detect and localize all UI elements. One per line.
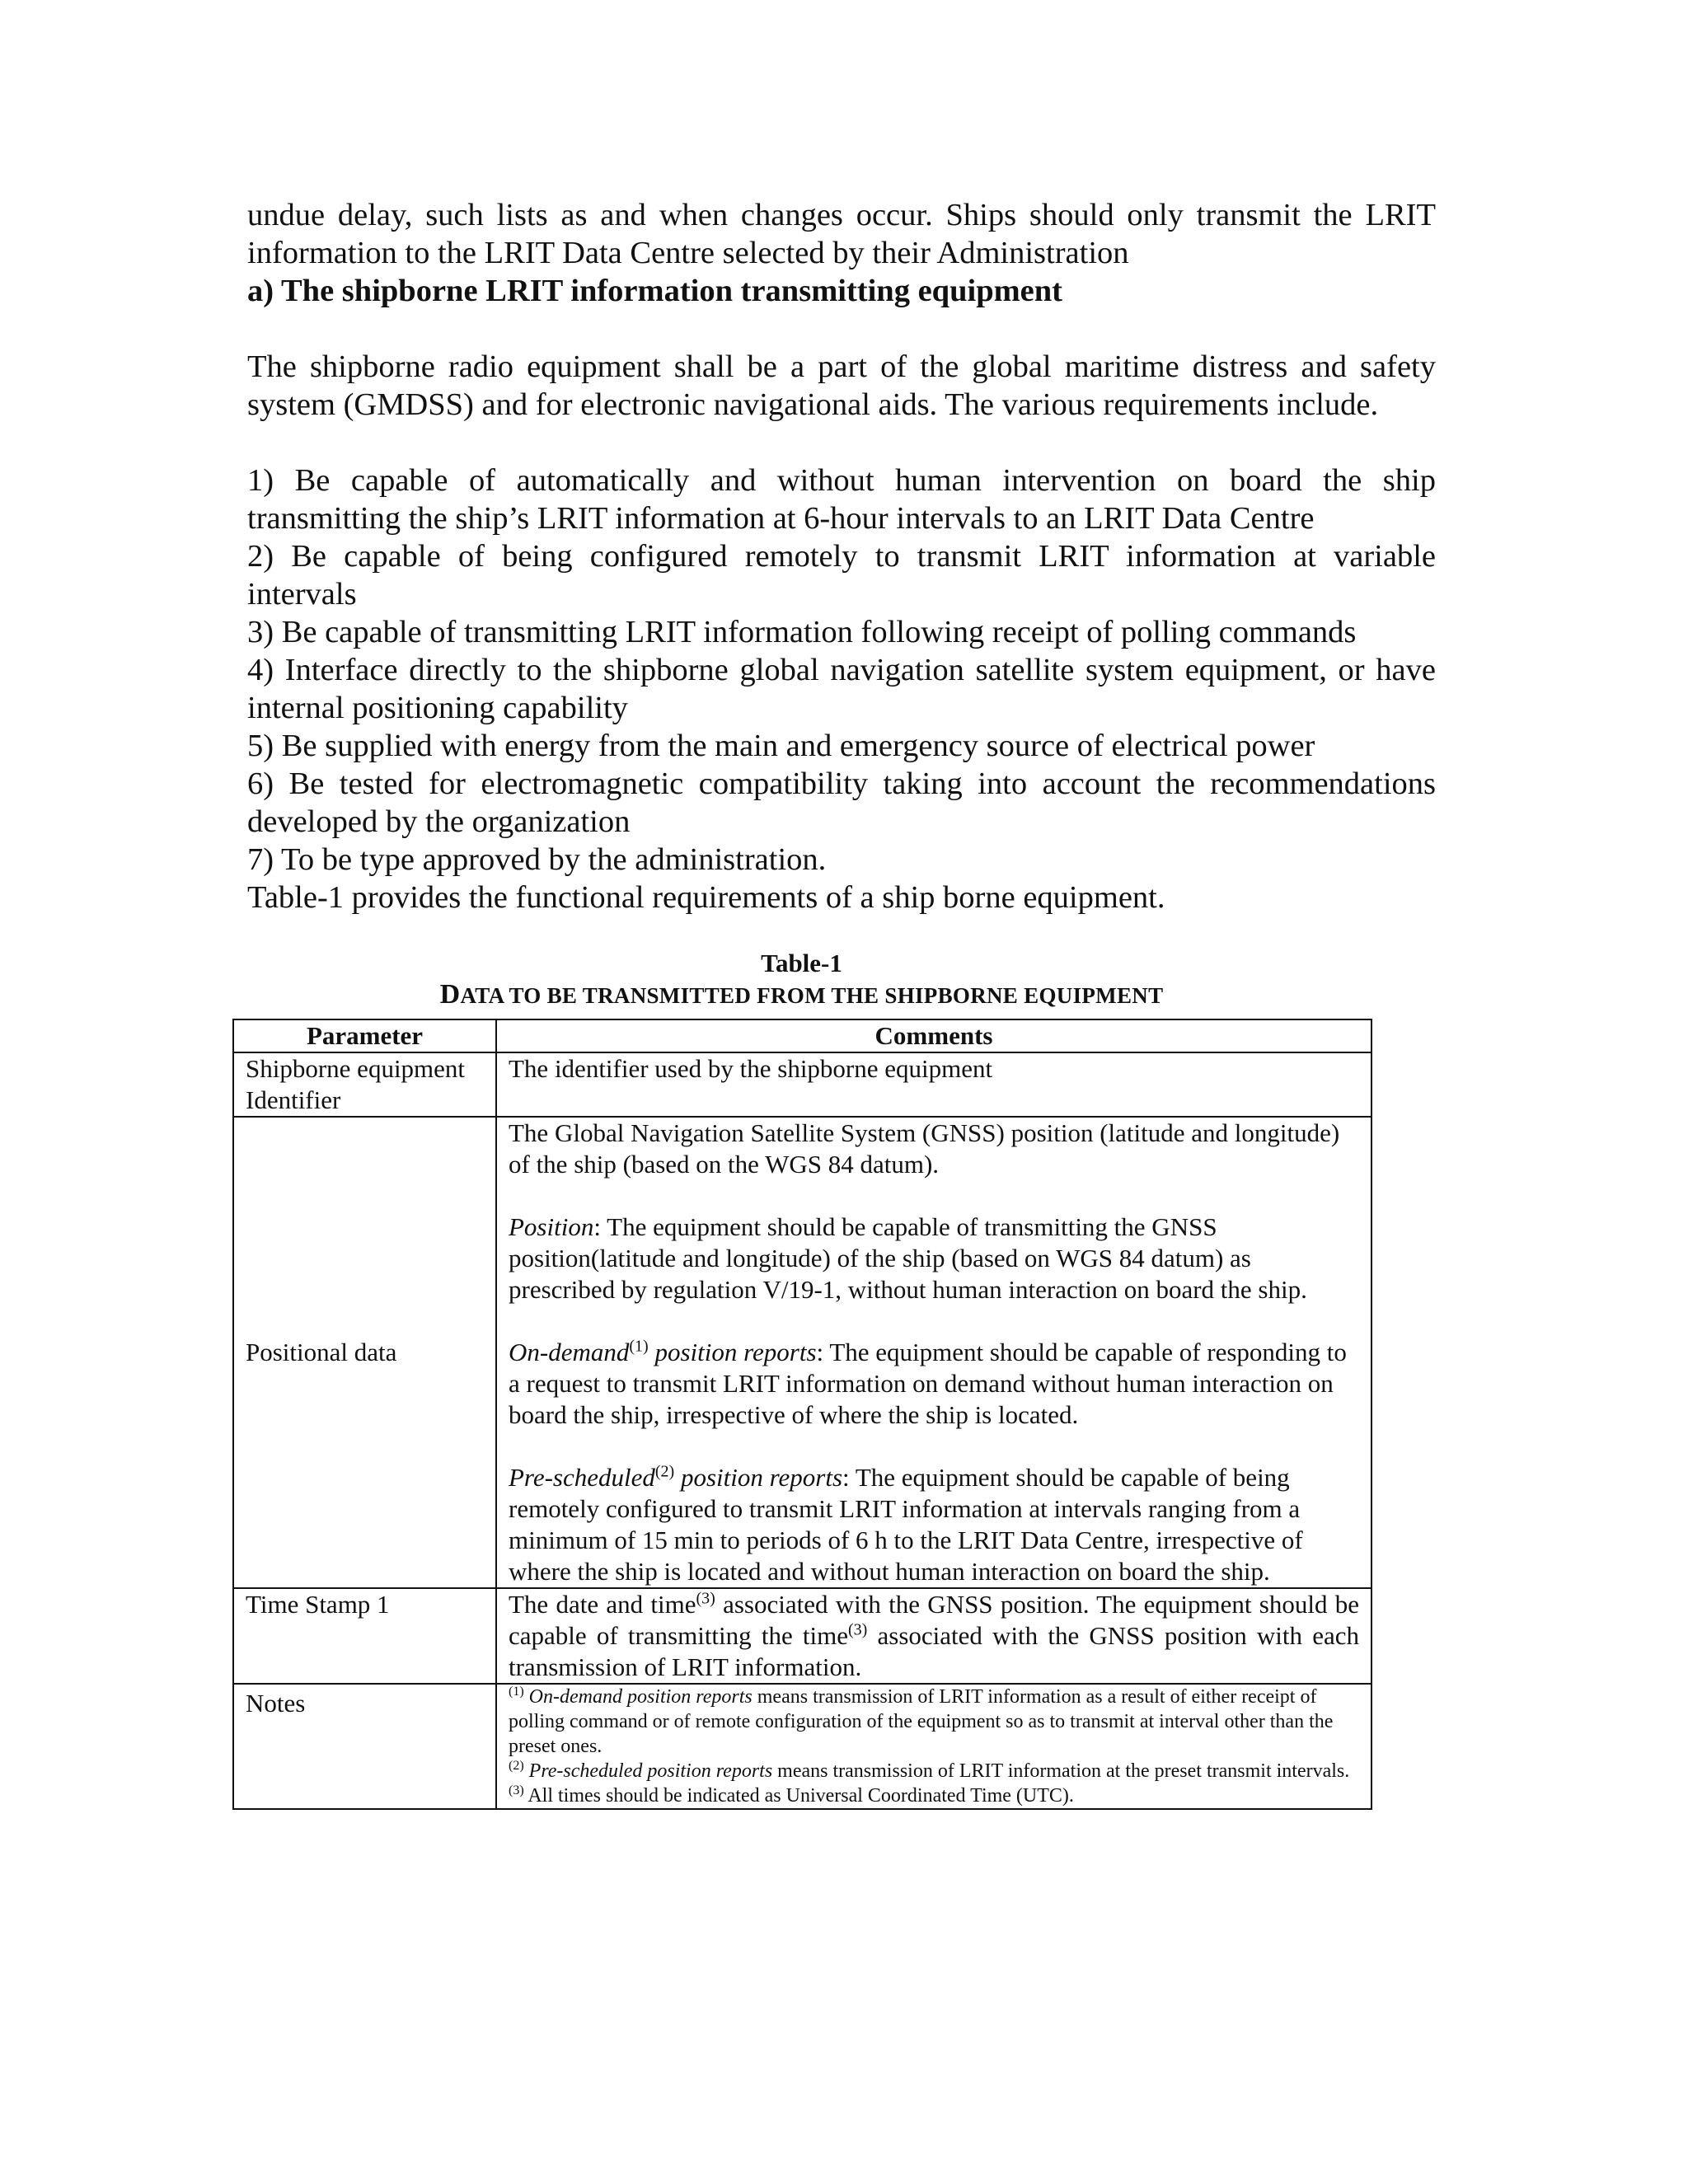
requirement-4: 4) Interface directly to the shipborne global navigation satellite system equipment, or have internal positioning capability xyxy=(247,653,1436,725)
requirement-2: 2) Be capable of being configured remotely to transmit LRIT information at variable intervals xyxy=(247,539,1436,612)
section-heading: a) The shipborne LRIT information transmitting equipment xyxy=(247,274,1063,308)
timestamp-text-2: associated with the GNSS position. The equipment should be capable of transmitting the time xyxy=(509,1590,1359,1650)
intro-line-1: undue delay, such lists as and when changes occur. Ships should only transmit the LRIT xyxy=(247,198,1436,232)
ondemand-paragraph xyxy=(509,1337,1359,1431)
position-text: : The equipment should be capable of transmitting the GNSS position(latitude and longitude) of the ship (based on WGS 84 datum) as prescribed by regulation V/19-1, without human interaction on board the ship. xyxy=(509,1212,1307,1304)
data-table xyxy=(232,1019,1372,1810)
table-intro: Table-1 provides the functional requirements of a ship borne equipment. xyxy=(247,880,1165,915)
intro-paragraph: The shipborne radio equipment shall be a part of the global maritime distress and safety system (GMDSS) and for electronic navigational aids. The various requirements include. xyxy=(247,349,1436,422)
param-positional: Positional data xyxy=(233,1117,496,1588)
timestamp-text-3: associated with the GNSS position with each transmission of LRIT information. xyxy=(509,1621,1359,1681)
requirement-3: 3) Be capable of transmitting LRIT information following receipt of polling commands xyxy=(247,615,1357,649)
timestamp-sup-2: (3) xyxy=(847,1620,868,1639)
table-row xyxy=(233,1117,1372,1588)
timestamp-sup-1: (3) xyxy=(696,1589,715,1608)
header-comments: Comments xyxy=(496,1019,1372,1052)
position-label: Position xyxy=(509,1212,594,1241)
table-header-row xyxy=(233,1019,1372,1052)
body-text xyxy=(247,196,1436,916)
note-2-text: means transmission of LRIT information at the preset transmit intervals. xyxy=(772,1760,1350,1782)
presched-label: Pre-scheduled xyxy=(509,1463,655,1492)
table-title xyxy=(231,979,1372,1011)
ondemand-text: : The equipment should be capable of responding to a request to transmit LRIT information on demand without human interaction on board the ship, irrespective of where the ship is located. xyxy=(509,1338,1347,1429)
param-notes: Notes xyxy=(233,1684,496,1809)
table-row xyxy=(233,1684,1372,1809)
presched-text: : The equipment should be capable of being remotely configured to transmit LRIT information at intervals ranging from a minimum of 15 min to periods of 6 h to the LRIT Data Centre, irrespective of where the ship is located and without human interaction on board the ship. xyxy=(509,1463,1303,1586)
ondemand-sup: (1) xyxy=(629,1337,649,1356)
presched-sup: (2) xyxy=(654,1462,675,1481)
requirement-7: 7) To be type approved by the administration. xyxy=(247,842,827,877)
table-row xyxy=(233,1052,1372,1117)
presched-label-2: position reports xyxy=(674,1463,843,1492)
comment-positional xyxy=(496,1117,1372,1588)
note-1-sup: (1) xyxy=(509,1685,524,1699)
note-3-text: All times should be indicated as Universal Coordinated Time (UTC). xyxy=(523,1785,1074,1807)
note-2-label: Pre-scheduled position reports xyxy=(528,1760,773,1782)
note-1-label: On-demand position reports xyxy=(528,1686,753,1708)
requirement-6: 6) Be tested for electromagnetic compatibility taking into account the recommendations developed by the organization xyxy=(247,766,1436,839)
ondemand-label-2: position reports xyxy=(648,1338,817,1366)
requirement-1: 1) Be capable of automatically and without human intervention on board the ship transmitting the ship’s LRIT information at 6-hour intervals to an LRIT Data Centre xyxy=(247,463,1436,536)
param-timestamp: Time Stamp 1 xyxy=(233,1588,496,1684)
timestamp-text-1: The date and time xyxy=(509,1590,696,1619)
position-paragraph xyxy=(509,1212,1359,1305)
presched-paragraph xyxy=(509,1462,1359,1587)
comment-notes xyxy=(496,1684,1372,1809)
table-title-rest: ATA TO BE TRANSMITTED FROM THE SHIPBORNE EQUIPMENT xyxy=(460,983,1164,1008)
note-1-text: means transmission of LRIT information as a result of either receipt of polling command or of remote configuration of the equipment so as to transmit at interval other than the preset ones. xyxy=(509,1686,1334,1757)
table-caption: Table-1 xyxy=(761,949,842,977)
note-3 xyxy=(509,1783,1359,1808)
note-3-sup: (3) xyxy=(509,1783,524,1797)
note-1 xyxy=(509,1685,1359,1759)
note-2-sup: (2) xyxy=(509,1759,524,1773)
table-title-first-letter: D xyxy=(439,979,461,1010)
table-row xyxy=(233,1588,1372,1684)
note-2 xyxy=(509,1759,1359,1783)
param-identifier: Shipborne equipment Identifier xyxy=(233,1052,496,1117)
intro-line-2: information to the LRIT Data Centre selected by their Administration xyxy=(247,236,1129,270)
requirement-5: 5) Be supplied with energy from the main and emergency source of electrical power xyxy=(247,729,1315,763)
comment-timestamp xyxy=(496,1588,1372,1684)
gnss-paragraph: The Global Navigation Satellite System (GNSS) position (latitude and longitude) of the ship (based on the WGS 84 datum). xyxy=(509,1118,1340,1179)
header-parameter: Parameter xyxy=(233,1019,496,1052)
comment-identifier: The identifier used by the shipborne equipment xyxy=(496,1052,1372,1117)
ondemand-label: On-demand xyxy=(509,1338,630,1366)
